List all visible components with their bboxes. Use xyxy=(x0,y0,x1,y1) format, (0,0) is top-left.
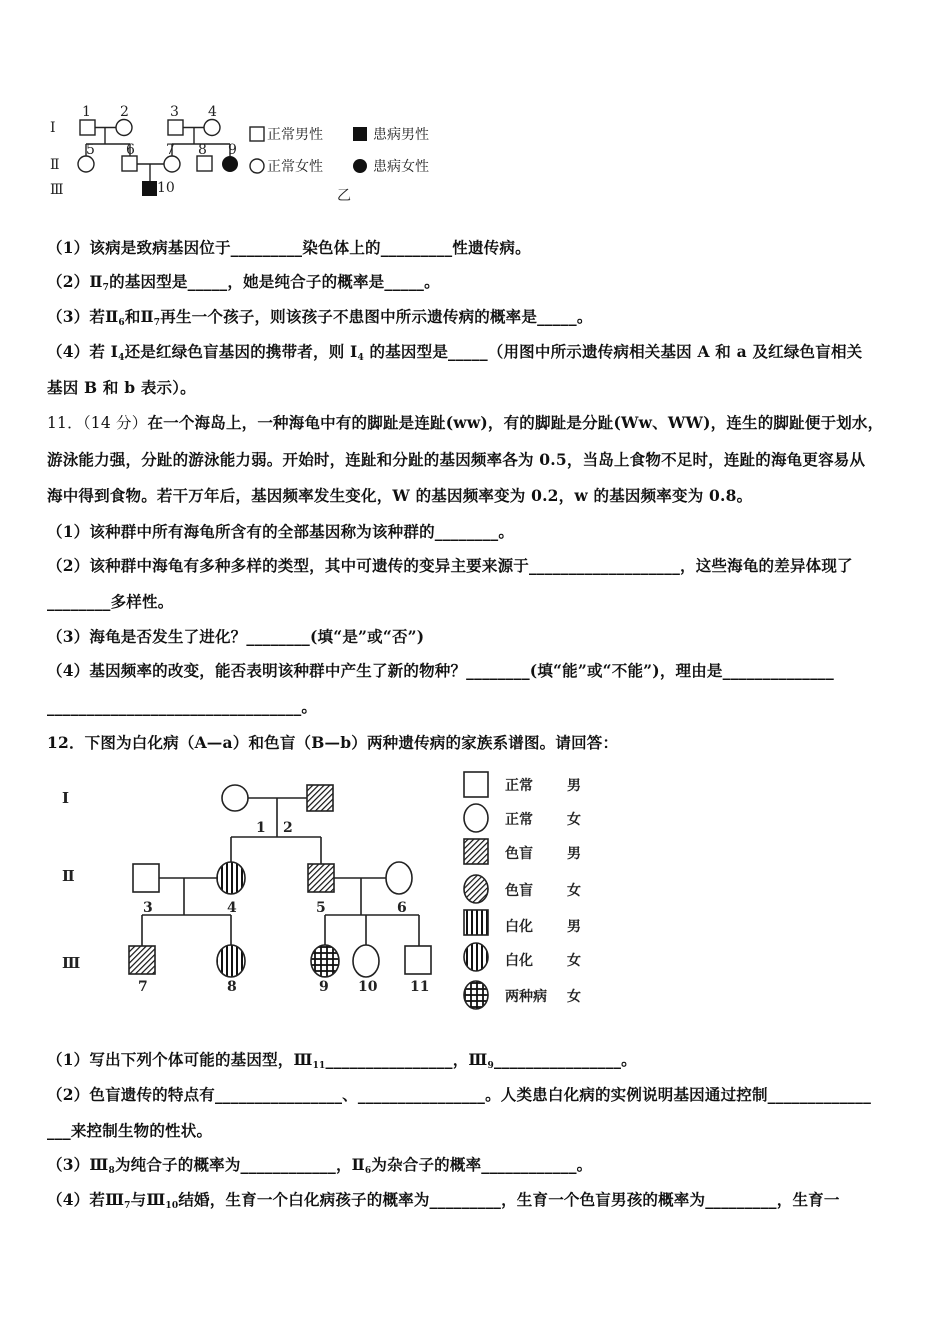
q12-part2: （2）色盲遗传的特点有________________、________________。人类患白化病的实例说明基因通过控制_____________ xyxy=(47,1085,872,1104)
svg-text:色盲: 色盲 xyxy=(505,846,533,862)
figure-caption: 乙 xyxy=(337,188,351,204)
svg-text:10: 10 xyxy=(157,180,175,196)
svg-text:正常: 正常 xyxy=(505,812,533,828)
legend-normal-female-icon xyxy=(464,804,488,832)
svg-text:6: 6 xyxy=(397,900,407,916)
svg-text:8: 8 xyxy=(198,142,207,158)
legend-normal-male-icon xyxy=(464,772,488,797)
legend-albino-female-icon xyxy=(464,943,488,971)
pedigree-male-normal xyxy=(80,120,95,135)
pedigree-female-normal xyxy=(222,785,248,811)
svg-text:男: 男 xyxy=(567,919,581,935)
svg-text:4: 4 xyxy=(227,900,237,916)
svg-text:色盲: 色盲 xyxy=(505,883,533,899)
question-number: 11．（14 分） xyxy=(47,414,148,432)
pedigree-female-both-diseases xyxy=(311,945,339,977)
gen-label: Ⅱ xyxy=(50,157,60,173)
q12-part4: （4）若$Ⅲ_7$与$Ⅲ_{10}$结婚，生育一个白化病孩子的概率为_________，生育一个色盲男孩的概率为_________，生育一 xyxy=(47,1190,840,1211)
svg-text:7: 7 xyxy=(166,142,175,158)
svg-text:2: 2 xyxy=(120,104,129,120)
legend-label: 正常 xyxy=(505,778,533,794)
legend-male-normal-icon xyxy=(250,127,264,141)
pedigree-male-colorblind xyxy=(307,785,333,811)
pedigree-female-albino xyxy=(217,945,245,977)
svg-text:2: 2 xyxy=(283,820,293,836)
pedigree-female-affected xyxy=(222,156,238,172)
legend-colorblind-male-icon xyxy=(464,839,488,864)
svg-text:3: 3 xyxy=(143,900,153,916)
svg-text:白化: 白化 xyxy=(505,953,533,969)
svg-text:女: 女 xyxy=(567,989,581,1005)
q11-part1: （1）该种群中所有海龟所含有的全部基因称为该种群的________。 xyxy=(47,522,515,541)
q11-part4-cont: ________________________________。 xyxy=(47,697,318,716)
q11-part2-cont: ________多样性。 xyxy=(47,592,174,611)
svg-text:患病女性: 患病女性 xyxy=(373,159,429,175)
q10-part4-cont: 基因 B 和 b 表示）。 xyxy=(47,378,196,397)
svg-text:正常女性: 正常女性 xyxy=(267,159,323,175)
gen-label: Ⅰ xyxy=(50,120,56,136)
svg-text:患病男性: 患病男性 xyxy=(373,127,429,143)
svg-text:男: 男 xyxy=(567,846,581,862)
q10-part4: （4）若 $I_4$还是红绿色盲基因的携带者，则 $I_4$ 的基因型是_____（用图中所示遗传病相关基因 A 和 a 及红绿色盲相关 xyxy=(47,342,863,363)
q11-stem-2: 游泳能力强，分趾的游泳能力弱。开始时，连趾和分趾的基因频率各为 0.5，当岛上食物不足时，连趾的海龟更容易从 xyxy=(47,450,866,469)
individual-number: 1 xyxy=(256,820,266,836)
q12-part1: （1）写出下列个体可能的基因型，$Ⅲ_{11}\_\_\_\_\_\_\_\_\_\_\_\_\_\_\_\_$，$Ⅲ_9\_\_\_\_\_\_\_\_\_\_\_\_\_\_\_\_$。 xyxy=(47,1050,637,1071)
q11-stem-3: 海中得到食物。若干万年后，基因频率发生变化，W 的基因频率变为 0.2，w 的基因频率变为 0.8。 xyxy=(47,486,753,505)
pedigree-female-albino xyxy=(217,862,245,894)
svg-text:6: 6 xyxy=(126,142,135,158)
individual-number: 1 xyxy=(82,104,91,120)
gen-label: Ⅲ xyxy=(62,954,81,972)
svg-text:女: 女 xyxy=(567,812,581,828)
gen-label: Ⅰ xyxy=(62,789,70,807)
legend-female-normal-icon xyxy=(250,159,264,173)
svg-text:白化: 白化 xyxy=(505,919,533,935)
svg-text:11: 11 xyxy=(410,979,430,995)
q10-part2: $(2)Ⅱ_7$的基因型是_____，她是纯合子的概率是_____。 xyxy=(47,272,440,293)
gen-label: Ⅲ xyxy=(50,182,64,198)
q12-part3: $(3)Ⅲ_8$为纯合子的概率为____________，$Ⅱ_6$为杂合子的概率____________。 xyxy=(47,1155,593,1176)
gen-label: Ⅱ xyxy=(62,867,75,885)
pedigree-male-normal xyxy=(133,864,159,892)
svg-text:9: 9 xyxy=(319,979,329,995)
legend-colorblind-female-icon xyxy=(464,875,488,903)
q12-part2-cont: ___来控制生物的性状。 xyxy=(47,1121,213,1140)
q11-stem: 11．（14 分）在一个海岛上，一种海龟中有的脚趾是连趾(ww)，有的脚趾是分趾(Ww、WW)，连生的脚趾便于划水， xyxy=(47,413,884,432)
pedigree-female-normal xyxy=(353,945,379,977)
pedigree-female-normal xyxy=(386,862,412,894)
q11-part2: （2）该种群中海龟有多种多样的类型，其中可遗传的变异主要来源于___________________，这些海龟的差异体现了 xyxy=(47,556,853,575)
svg-text:女: 女 xyxy=(567,883,581,899)
svg-text:7: 7 xyxy=(138,979,148,995)
q10-part3: （3）若$Ⅱ_6$和$Ⅱ_7$再生一个孩子，则该孩子不患图中所示遗传病的概率是_____。 xyxy=(47,307,593,328)
svg-text:8: 8 xyxy=(227,979,237,995)
q11-part4: （4）基因频率的改变，能否表明该种群中产生了新的物种？________(填“能”或“不能”)，理由是______________ xyxy=(47,661,834,680)
legend-female-affected-icon xyxy=(353,159,367,173)
pedigree-male-normal xyxy=(405,946,431,974)
svg-text:9: 9 xyxy=(228,142,237,158)
legend-label: 正常男性 xyxy=(267,127,323,143)
q10-part1: （1）该病是致病基因位于_________染色体上的_________性遗传病。 xyxy=(47,238,531,257)
q12-intro: 12．下图为白化病（A—a）和色盲（B—b）两种遗传病的家族系谱图。请回答： xyxy=(47,733,619,752)
pedigree-figure-1 xyxy=(40,98,460,208)
q11-part3: （3）海龟是否发生了进化？________(填“是”或“否”) xyxy=(47,627,425,646)
svg-text:5: 5 xyxy=(86,142,95,158)
svg-text:男: 男 xyxy=(567,778,581,794)
svg-text:5: 5 xyxy=(316,900,326,916)
legend-albino-male-icon xyxy=(464,910,488,935)
pedigree-female-normal xyxy=(116,120,132,136)
pedigree-figure-2 xyxy=(55,765,615,1025)
svg-text:女: 女 xyxy=(567,953,581,969)
svg-text:10: 10 xyxy=(358,979,378,995)
svg-text:3: 3 xyxy=(170,104,179,120)
legend-both-diseases-female-icon xyxy=(464,981,488,1009)
legend-male-affected-icon xyxy=(353,127,367,141)
pedigree-male-colorblind xyxy=(308,864,334,892)
svg-text:4: 4 xyxy=(208,104,217,120)
pedigree-male-affected xyxy=(142,181,157,196)
svg-text:两种病: 两种病 xyxy=(505,989,547,1005)
pedigree-male-colorblind xyxy=(129,946,155,974)
